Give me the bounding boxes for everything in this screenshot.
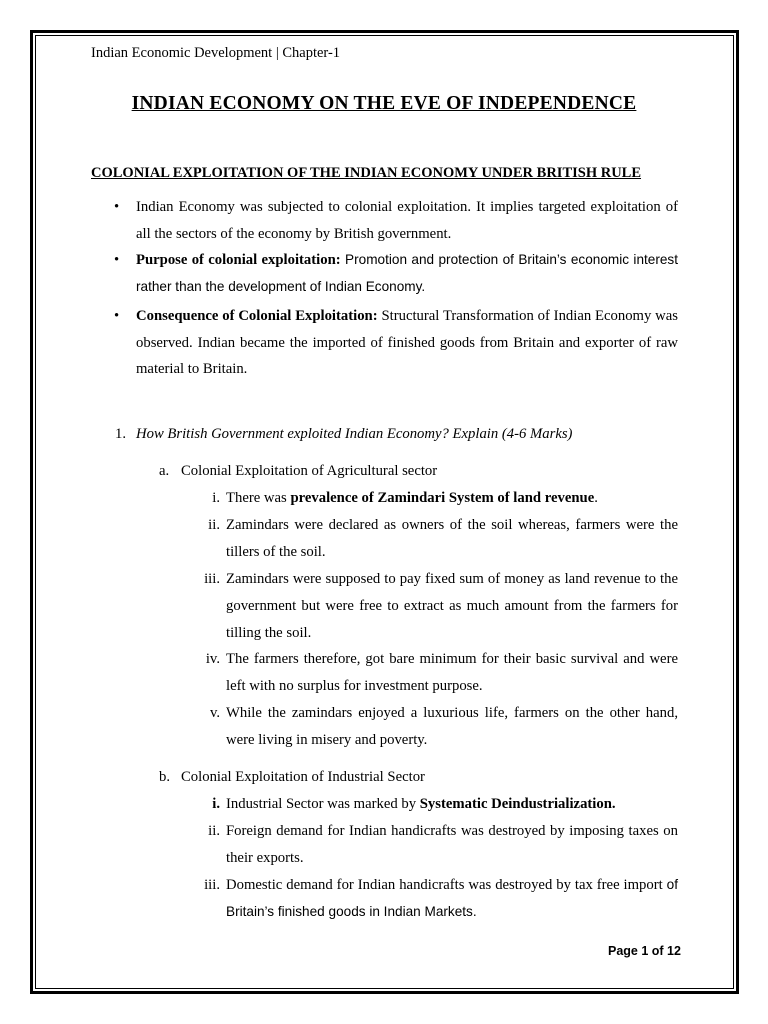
item-text-tail: of Britain’s finished goods in Indian Markets. [226,877,678,919]
list-item [204,872,678,926]
subsection-letter: a. [159,463,170,479]
list-item [205,646,678,700]
bullet-dot-icon: • [114,252,120,268]
roman-numeral: ii. [208,517,220,533]
roman-numeral: i. [212,490,220,506]
bullet-bold-lead: Purpose of colonial exploitation: [136,252,341,268]
bullet-text: Structural Transformation of Indian Economy was observed. Indian became the imported of finished goods from Britain and exporter of raw material to Britain. [136,308,678,377]
subsection-title: Colonial Exploitation of Agricultural sector [181,463,438,479]
item-text: There was [226,490,291,506]
section-heading: COLONIAL EXPLOITATION OF THE INDIAN ECONOMY UNDER BRITISH RULE [91,165,642,181]
item-text: Domestic demand for Indian handicrafts was destroyed by tax free import [226,877,667,893]
list-item [204,566,678,646]
bullet-text: Promotion and protection of Britain’s economic interest rather than the development of Indian Economy. [136,252,679,294]
list-item [212,485,678,512]
question [115,426,572,443]
bullet-bold-lead: Consequence of Colonial Exploitation: [136,308,378,324]
list-item [209,700,678,754]
list-item [212,791,678,818]
bullet-item [114,303,678,383]
roman-numeral: ii. [208,823,220,839]
bullet-item [114,247,679,300]
roman-numeral: iv. [205,651,220,667]
question-number: 1. [115,426,127,442]
item-text: Zamindars were declared as owners of the soil whereas, farmers were the tillers of the soil. [226,517,678,560]
subsection-letter: b. [159,769,171,785]
subsection-heading [159,769,425,786]
bullet-item [114,194,678,247]
question-text: How British Government exploited Indian Economy? Explain (4-6 Marks) [136,426,573,442]
item-bold-text: prevalence of Zamindari System of land revenue [290,490,595,506]
item-text: While the zamindars enjoyed a luxurious life, farmers on the other hand, were living in misery and poverty. [226,705,678,748]
list-item [208,512,678,566]
item-text: Zamindars were supposed to pay fixed sum of money as land revenue to the government but were free to extract as much amount from the farmers for tilling the soil. [226,571,678,641]
subsection-heading [159,463,437,480]
running-header: Indian Economic Development | Chapter-1 [91,45,341,61]
item-text: Industrial Sector was marked by [226,796,420,812]
page-number: Page 1 of 12 [608,944,681,958]
page-title: INDIAN ECONOMY ON THE EVE OF INDEPENDENCE [131,93,637,114]
bullet-text: Indian Economy was subjected to colonial exploitation. It implies targeted exploitation of all the sectors of the economy by British government. [136,199,678,242]
bullet-dot-icon: • [114,308,120,324]
roman-numeral: v. [209,705,220,721]
list-item [208,818,678,872]
roman-numeral: iii. [204,571,220,587]
item-text: The farmers therefore, got bare minimum for their basic survival and were left with no surplus for investment purpose. [226,651,678,694]
item-bold-text: Systematic Deindustrialization. [419,796,616,812]
bullet-dot-icon: • [114,199,120,215]
roman-numeral: iii. [204,877,220,893]
subsection-title: Colonial Exploitation of Industrial Sector [181,769,425,785]
roman-numeral: i. [212,796,220,812]
item-text: Foreign demand for Indian handicrafts was destroyed by imposing taxes on their exports. [226,823,678,866]
item-text-end: . [594,490,598,506]
